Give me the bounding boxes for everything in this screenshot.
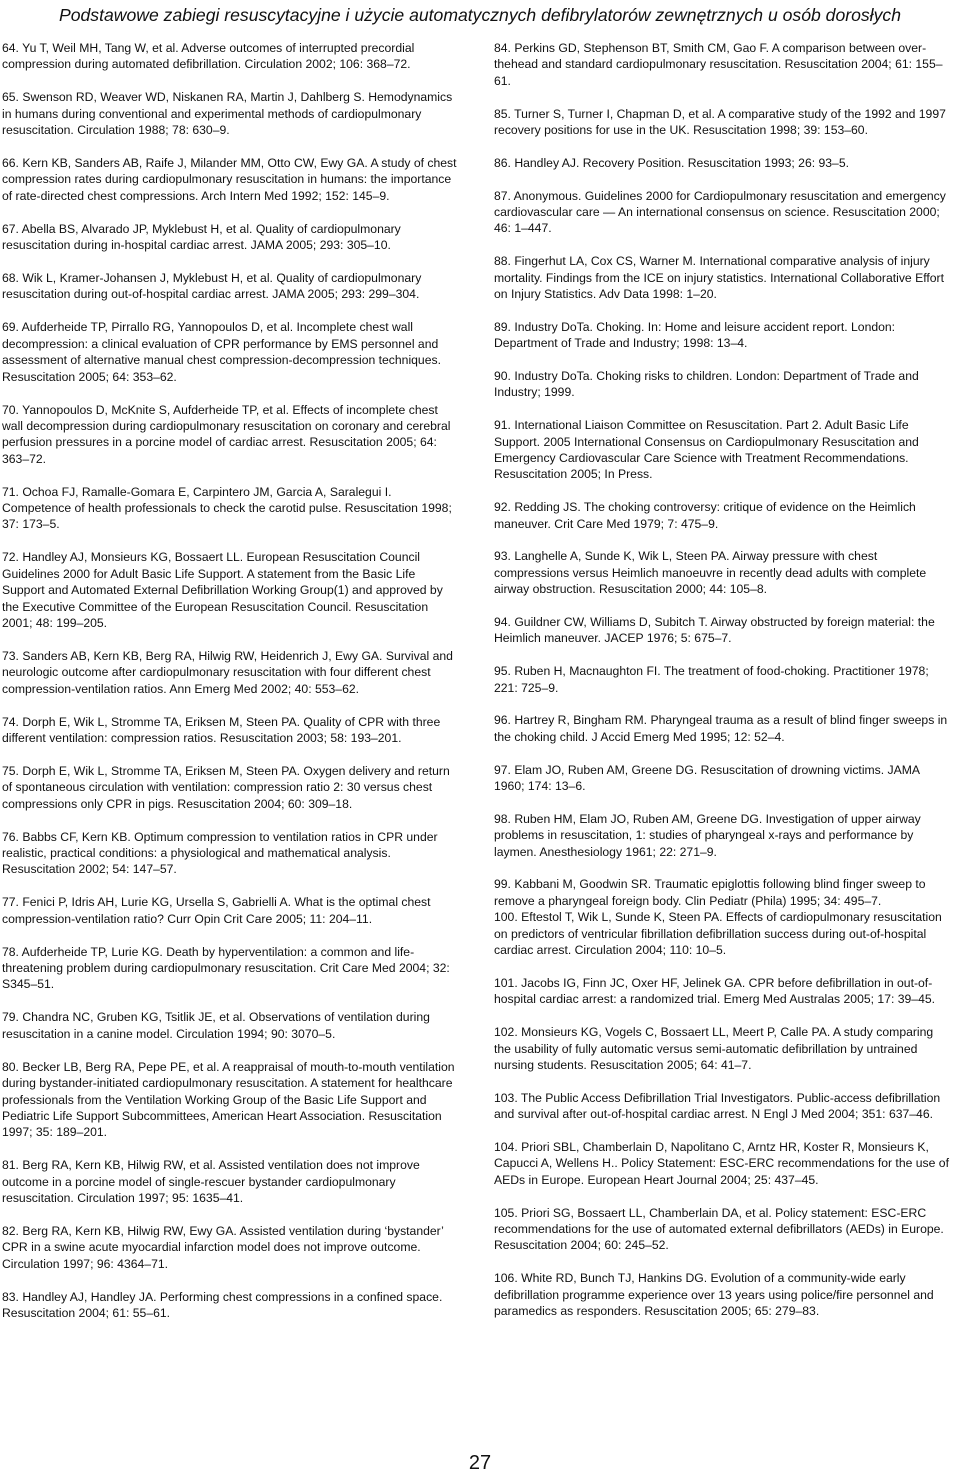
- reference-item: 79. Chandra NC, Gruben KG, Tsitlik JE, et al. Observations of ventilation during resuscitation in a canine model. Circulation 1994; 90: 3070–5.: [2, 1010, 430, 1041]
- reference-item: 80. Becker LB, Berg RA, Pepe PE, et al. A reappraisal of mouth-to-mouth ventilation during bystander-initiated cardiopulmonary resuscitation. A statement for healthcare professionals from the Ventilation Working Group of the Basic Life Support and Pediatric Life Support Subcommittees, American Heart Association. Resuscitation 1997; 35: 189–201.: [2, 1059, 455, 1140]
- page-number: 27: [468, 1452, 492, 1474]
- reference-item: 84. Perkins GD, Stephenson BT, Smith CM, Gao F. A comparison between over-thehead and standard cardiopulmonary resuscitation. Resuscitation 2004; 61: 155–61.: [494, 41, 943, 88]
- reference-item: 104. Priori SBL, Chamberlain D, Napolitano C, Arntz HR, Koster R, Monsieurs K, Capucci A, Wellens H.. Policy Statement: ESC-ERC recommendations for the use of AEDs in Europe. European Heart Journal 2004; 25: 437–45.: [494, 1139, 949, 1187]
- reference-item: 64. Yu T, Weil MH, Tang W, et al. Adverse outcomes of interrupted precordial compression during automated defibrillation. Circulation 2002; 106: 368–72.: [2, 41, 415, 72]
- reference-item: 101. Jacobs IG, Finn JC, Oxer HF, Jelinek GA. CPR before defibrillation in out-of-hospital cardiac arrest: a randomized trial. Emerg Med Australas 2005; 17: 39–45.: [494, 975, 936, 1007]
- reference-item: 66. Kern KB, Sanders AB, Raife J, Milander MM, Otto CW, Ewy GA. A study of chest compression rates during cardiopulmonary resuscitation in humans: the importance of rate-directed chest compressions. Arch Intern Med 1992; 152: 145–9.: [2, 156, 457, 203]
- reference-item: 98. Ruben HM, Elam JO, Ruben AM, Greene DG. Investigation of upper airway problems in resuscitation, 1: studies of pharyngeal x-rays and performance by laymen. Anesthesiology 1961; 22: 271–9.: [494, 811, 921, 859]
- reference-item: 78. Aufderheide TP, Lurie KG. Death by hyperventilation: a common and life-threatening problem during cardiopulmonary resuscitation. Crit Care Med 2004; 32: S345–51.: [2, 944, 450, 992]
- reference-item: 68. Wik L, Kramer-Johansen J, Myklebust H, et al. Quality of cardiopulmonary resuscitation during out-of-hospital cardiac arrest. JAMA 2005; 293: 299–304.: [2, 271, 422, 302]
- reference-item: 100. Eftestol T, Wik L, Sunde K, Steen PA. Effects of cardiopulmonary resuscitation on predictors of ventricular fibrillation defibrillation success during out-of-hospital cardiac arrest. Circulation 2004; 110: 10–5.: [494, 910, 942, 958]
- reference-item: 90. Industry DoTa. Choking risks to children. London: Department of Trade and Industry; 1999.: [494, 369, 919, 400]
- reference-item: 92. Redding JS. The choking controversy: critique of evidence on the Heimlich maneuver. Crit Care Med 1979; 7: 475–9.: [494, 500, 916, 531]
- running-header: Podstawowe zabiegi resuscytacyjne i użycie automatycznych defibrylatorów zewnętrznych u osób dorosłych: [59, 5, 901, 25]
- reference-item: 87. Anonymous. Guidelines 2000 for Cardiopulmonary resuscitation and emergency cardiovascular care — An international consensus on science. Resuscitation 2000; 46: 1–447.: [494, 188, 946, 236]
- reference-item: 95. Ruben H, Macnaughton FI. The treatment of food-choking. Practitioner 1978; 221: 725–9.: [494, 664, 929, 695]
- references-left-column: [2, 40, 460, 1338]
- reference-item: 67. Abella BS, Alvarado JP, Myklebust H, et al. Quality of cardiopulmonary resuscitation during in-hospital cardiac arrest. JAMA 2005; 293: 305–10.: [2, 221, 401, 253]
- reference-item: 76. Babbs CF, Kern KB. Optimum compression to ventilation ratios in CPR under realistic, practical conditions: a physiological and mathematical analysis. Resuscitation 2002; 54: 147–57.: [2, 829, 438, 877]
- reference-item: 106. White RD, Bunch TJ, Hankins DG. Evolution of a community-wide early defibrillation programme experience over 13 years using police/fire personnel and paramedics as responders. Resuscitation 2005; 65: 279–83.: [494, 1271, 934, 1318]
- reference-item: 86. Handley AJ. Recovery Position. Resuscitation 1993; 26: 93–5.: [494, 155, 850, 170]
- reference-item: 93. Langhelle A, Sunde K, Wik L, Steen PA. Airway pressure with chest compressions versus Heimlich manoeuvre in recently dead adults with complete airway obstruction. Resuscitation 2000; 44: 105–8.: [494, 549, 927, 597]
- reference-item: 77. Fenici P, Idris AH, Lurie KG, Ursella S, Gabrielli A. What is the optimal chest compression-ventilation ratio? Curr Opin Crit Care 2005; 11: 204–11.: [2, 895, 431, 926]
- reference-item: 105. Priori SG, Bossaert LL, Chamberlain DA, et al. Policy statement: ESC-ERC recommendations for the use of automated external defibrillators (AEDs) in Europe. Resuscitation 2004; 60: 245–52.: [494, 1205, 944, 1253]
- reference-item: 85. Turner S, Turner I, Chapman D, et al. A comparative study of the 1992 and 1997 recovery positions for use in the UK. Resuscitation 1998; 39: 153–60.: [494, 106, 946, 138]
- reference-item: 74. Dorph E, Wik L, Stromme TA, Eriksen M, Steen PA. Quality of CPR with three different ventilation: compression ratios. Resuscitation 2003; 58: 193–201.: [2, 714, 441, 745]
- reference-item: 89. Industry DoTa. Choking. In: Home and leisure accident report. London: Department of Trade and Industry; 1998: 13–4.: [494, 319, 896, 351]
- reference-item: 70. Yannopoulos D, McKnite S, Aufderheide TP, et al. Effects of incomplete chest wall decompression during cardiopulmonary resuscitation on coronary and cerebral perfusion pressures in a porcine model of cardiac arrest. Resuscitation 2005; 64: 363–72.: [2, 402, 451, 466]
- reference-item: 88. Fingerhut LA, Cox CS, Warner M. International comparative analysis of injury mortality. Findings from the ICE on injury statistics. International Collaborative Effort on Injury Statistics. Adv Data 1998: 1–20.: [494, 254, 944, 302]
- reference-item: 71. Ochoa FJ, Ramalle-Gomara E, Carpintero JM, Garcia A, Saralegui I. Competence of health professionals to check the carotid pulse. Resuscitation 1998; 37: 173–5.: [2, 484, 452, 532]
- reference-item: 81. Berg RA, Kern KB, Hilwig RW, et al. Assisted ventilation does not improve outcome in a porcine model of single-rescuer bystander cardiopulmonary resuscitation. Circulation 1997; 95: 1635–41.: [2, 1158, 420, 1206]
- reference-item: 82. Berg RA, Kern KB, Hilwig RW, Ewy GA. Assisted ventilation during ‘bystander’ CPR in a swine acute myocardial infarction model does not improve outcome. Circulation 1997; 96: 4364–71.: [2, 1223, 444, 1271]
- reference-item: 94. Guildner CW, Williams D, Subitch T. Airway obstructed by foreign material: the Heimlich maneuver. JACEP 1976; 5: 675–7.: [494, 615, 935, 646]
- reference-item: 72. Handley AJ, Monsieurs KG, Bossaert LL. European Resuscitation Council Guidelines 2000 for Adult Basic Life Support. A statement from the Basic Life Support and Automated External Defibrillation Working Group(1) and approved by the Executive Committee of the European Resuscitation Council. Resuscitation 2001; 48: 199–205.: [2, 550, 443, 630]
- reference-item: 75. Dorph E, Wik L, Stromme TA, Eriksen M, Steen PA. Oxygen delivery and return of spontaneous circulation with ventilation: compression ratio 2: 30 versus chest compressions only CPR in pigs. Resuscitation 2004; 60: 309–18.: [2, 763, 450, 811]
- reference-item: 91. International Liaison Committee on Resuscitation. Part 2. Adult Basic Life Support. 2005 International Consensus on Cardiopulmonary Resuscitation and Emergency Cardiovascular Care Science with Treatment Recommendations. Resuscitation 2005; In Press.: [494, 418, 919, 482]
- reference-item: 102. Monsieurs KG, Vogels C, Bossaert LL, Meert P, Calle PA. A study comparing the usability of fully automatic versus semi-automatic defibrillation by untrained nursing students. Resuscitation 2005; 64: 41–7.: [494, 1025, 934, 1072]
- reference-item: 99. Kabbani M, Goodwin SR. Traumatic epiglottis following blind finger sweep to remove a pharyngeal foreign body. Clin Pediatr (Phila) 1995; 34: 495–7.: [494, 877, 926, 908]
- reference-item: 97. Elam JO, Ruben AM, Greene DG. Resuscitation of drowning victims. JAMA 1960; 174: 13–6.: [494, 762, 920, 794]
- reference-item: 73. Sanders AB, Kern KB, Berg RA, Hilwig RW, Heidenrich J, Ewy GA. Survival and neurologic outcome after cardiopulmonary resuscitation with four different chest compression-ventilation ratios. Ann Emerg Med 2002; 40: 553–62.: [2, 648, 453, 696]
- reference-item: 96. Hartrey R, Bingham RM. Pharyngeal trauma as a result of blind finger sweeps in the choking child. J Accid Emerg Med 1995; 12: 52–4.: [494, 713, 948, 744]
- reference-item: 65. Swenson RD, Weaver WD, Niskanen RA, Martin J, Dahlberg S. Hemodynamics in humans during conventional and experimental methods of cardiopulmonary resuscitation. Circulation 1988; 78: 630–9.: [2, 90, 453, 138]
- reference-item: 83. Handley AJ, Handley JA. Performing chest compressions in a confined space. Resuscitation 2004; 61: 55–61.: [2, 1289, 443, 1321]
- references-right-column: [494, 40, 952, 1336]
- reference-item: 69. Aufderheide TP, Pirrallo RG, Yannopoulos D, et al. Incomplete chest wall decompression: a clinical evaluation of CPR performance by EMS personnel and assessment of alternative manual chest compression-decompression techniques. Resuscitation 2005; 64: 353–62.: [2, 320, 441, 384]
- reference-item: 103. The Public Access Defibrillation Trial Investigators. Public-access defibrillation and survival after out-of-hospital cardiac arrest. N Engl J Med 2004; 351: 637–46.: [494, 1090, 941, 1122]
